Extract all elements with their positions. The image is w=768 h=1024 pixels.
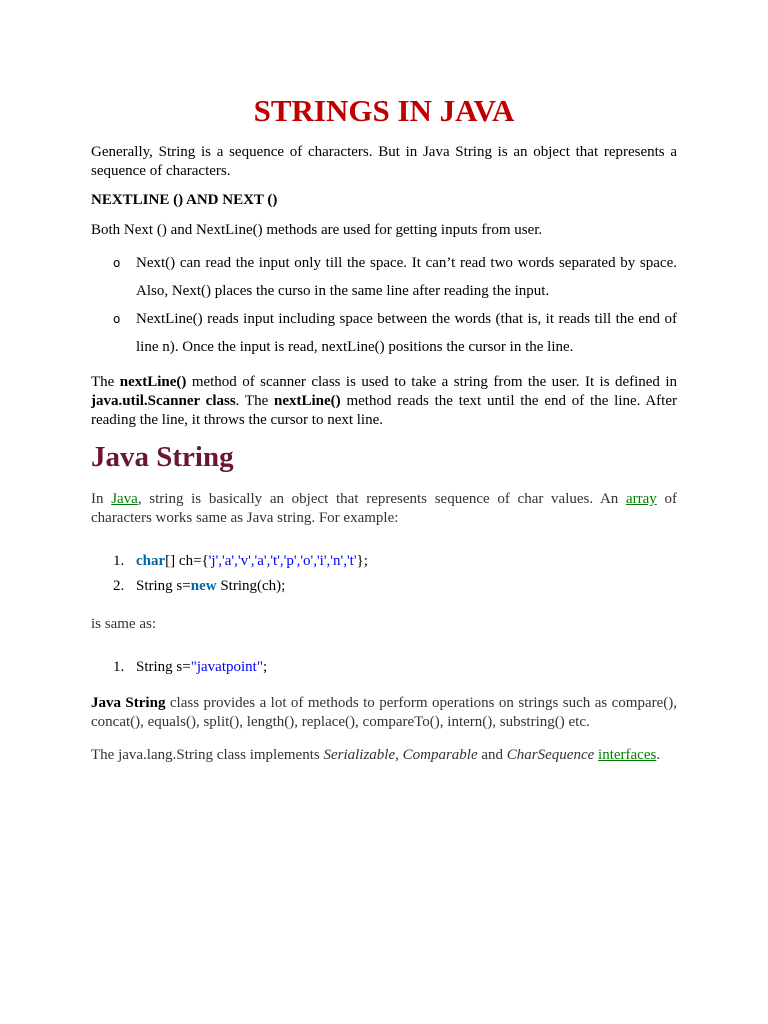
interfaces-link[interactable]: interfaces bbox=[598, 747, 657, 763]
section-heading: NEXTLINE () AND NEXT () bbox=[91, 192, 278, 208]
code-text: String s= bbox=[136, 578, 191, 594]
scanner-bold-nextline: nextLine() bbox=[119, 374, 187, 390]
bullet-nextline bbox=[91, 305, 677, 361]
string-literal: "javatpoint" bbox=[190, 659, 263, 675]
code-example-list bbox=[91, 549, 677, 599]
scanner-text-4: method reads the text until the end of the line. After reading the line, it throws the cursor to next line. bbox=[91, 393, 677, 428]
code-text: }; bbox=[356, 553, 368, 569]
code-line-2 bbox=[91, 574, 677, 599]
implements-text-3: and bbox=[477, 747, 507, 763]
keyword-char: char bbox=[136, 553, 166, 569]
intro-paragraph: Generally, String is a sequence of characters. But in Java String is an object that represents a sequence of characters. bbox=[91, 144, 677, 179]
methods-bold-java-string: Java String bbox=[91, 695, 166, 711]
line-number: 2. bbox=[113, 578, 125, 594]
scanner-text-1: The bbox=[91, 374, 120, 390]
java-string-heading: Java String bbox=[91, 441, 234, 473]
italic-comparable: Comparable bbox=[402, 747, 478, 763]
italic-charsequence: CharSequence bbox=[506, 747, 595, 763]
implements-text-2: , bbox=[395, 747, 403, 763]
scanner-text-3: . The bbox=[235, 393, 275, 409]
both-methods-paragraph: Both Next () and NextLine() methods are used for getting inputs from user. bbox=[91, 222, 543, 238]
implements-text-5: . bbox=[656, 747, 661, 763]
code-text: ; bbox=[262, 659, 268, 675]
implements-text-1: The java.lang.String class implements bbox=[91, 747, 324, 763]
methods-bullet-list bbox=[91, 249, 677, 361]
bullet-marker: o bbox=[113, 256, 121, 270]
document-body bbox=[91, 93, 677, 765]
line-number: 1. bbox=[113, 659, 125, 675]
scanner-bold-class: java.util.Scanner class bbox=[91, 393, 236, 409]
code-text: String(ch); bbox=[216, 578, 286, 594]
bullet-marker: o bbox=[113, 312, 121, 326]
scanner-bold-nextline-2: nextLine() bbox=[274, 393, 341, 409]
scanner-text-2: method of scanner class is used to take a string from the user. It is defined in bbox=[186, 374, 677, 390]
scanner-paragraph bbox=[91, 373, 677, 430]
line-number: 1. bbox=[113, 553, 125, 569]
code-example-list-2 bbox=[91, 655, 677, 680]
java-link[interactable]: Java bbox=[111, 491, 138, 507]
code-text: String s= bbox=[136, 659, 191, 675]
italic-serializable: Serializable bbox=[323, 747, 396, 763]
code-text: [] ch={ bbox=[165, 553, 209, 569]
bullet-nextline-text: NextLine() reads input including space between the words (that is, it reads till the end of line n). Once the input is read, nextLine() positions the cursor in the line. bbox=[136, 311, 677, 355]
page-title: STRINGS IN JAVA bbox=[253, 93, 515, 128]
methods-text: class provides a lot of methods to perform operations on strings such as compare(), concat(), equals(), split(), length(), replace(), compareTo(), intern(), substring() etc. bbox=[91, 695, 677, 730]
bullet-next bbox=[91, 249, 677, 305]
same-as-text: is same as: bbox=[91, 616, 156, 632]
array-link[interactable]: array bbox=[626, 491, 657, 507]
intro-text-3: of characters works same as Java string. For example: bbox=[91, 491, 677, 526]
bullet-next-text: Next() can read the input only till the space. It can’t read two words separated by space. Also, Next() places the curso in the same line after reading the input. bbox=[136, 255, 677, 299]
code2-line-1 bbox=[91, 655, 677, 680]
intro-text-2: , string is basically an object that represents sequence of char values. An bbox=[137, 491, 626, 507]
code-line-1 bbox=[91, 549, 677, 574]
java-string-intro-paragraph bbox=[91, 490, 677, 528]
char-literals: 'j','a','v','a','t','p','o','i','n','t' bbox=[208, 553, 357, 569]
keyword-new: new bbox=[190, 578, 217, 594]
implements-paragraph bbox=[91, 746, 677, 765]
methods-paragraph bbox=[91, 694, 677, 732]
intro-text-1: In bbox=[91, 491, 112, 507]
